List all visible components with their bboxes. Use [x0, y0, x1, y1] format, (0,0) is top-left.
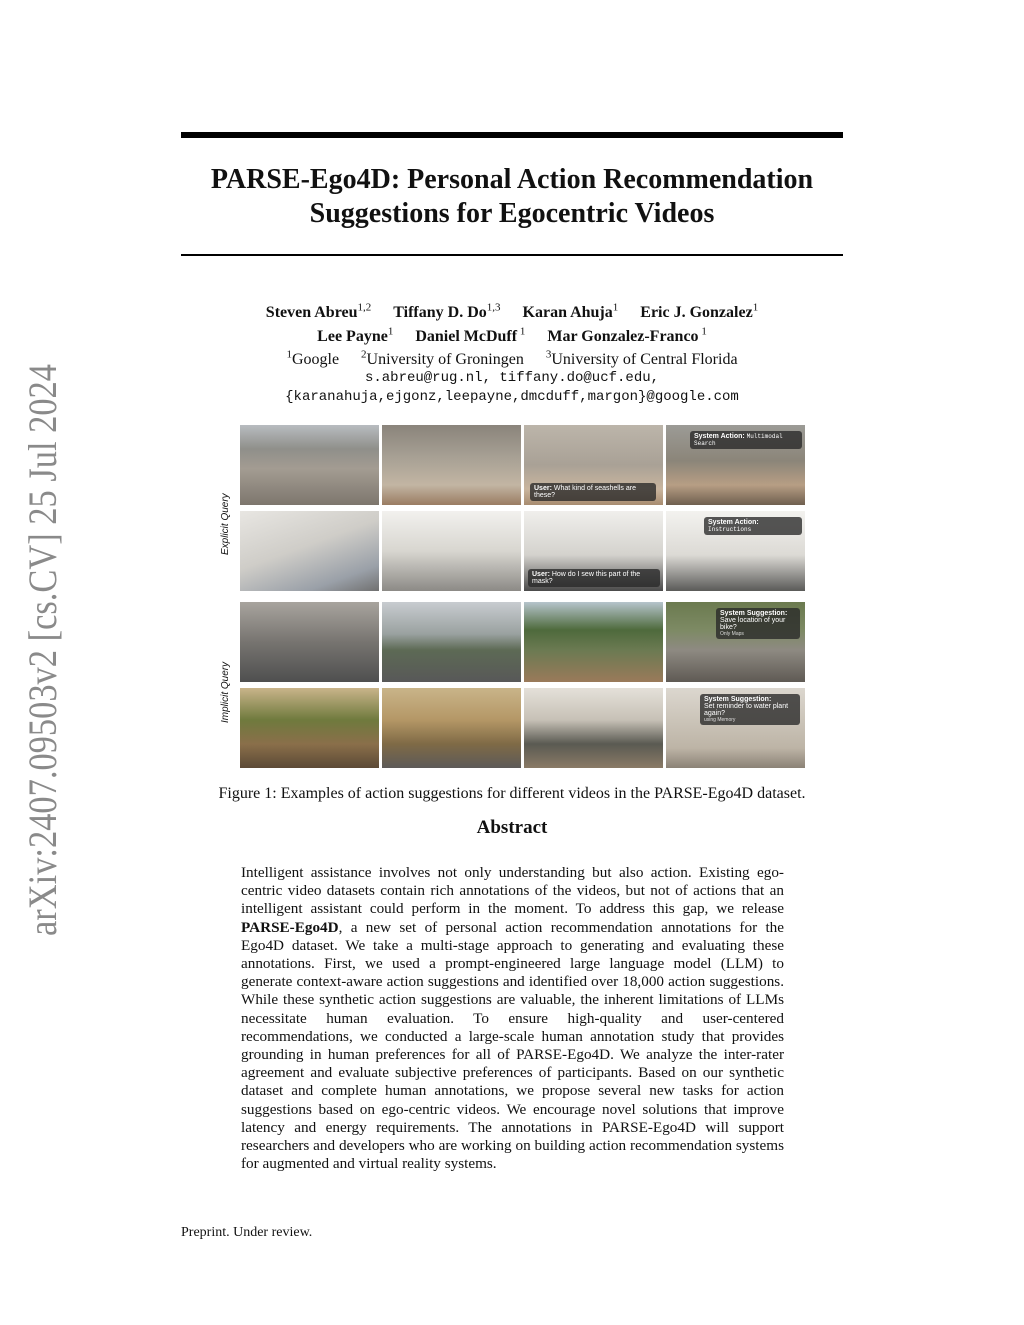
affiliation: $^2$University of Groningen	[361, 348, 524, 368]
video-frame-bike-1	[240, 602, 379, 682]
video-frame-plant-1	[240, 688, 379, 768]
abstract-text-1: Intelligent assistance involves not only understanding but also action. Existing ego-centric video datasets contain rich annotations of the videos, but not of actions that an intelligent assistant could perform in the moment. To address this gap, we release	[241, 864, 784, 918]
author: Tiffany D. Do$^{1,3}$	[393, 302, 501, 322]
figure-caption: Figure 1: Examples of action suggestions for different videos in the PARSE-Ego4D dataset.	[218, 785, 806, 802]
author: Mar Gonzalez-Franco $^1$	[547, 325, 707, 345]
title-line-2: Suggestions for Egocentric Videos	[309, 198, 715, 229]
video-frame-plant-3	[524, 688, 663, 768]
emails-line-1: s.abreu@rug.nl, tiffany.do@ucf.edu,	[364, 369, 660, 386]
video-frame-beach-1	[240, 425, 379, 505]
footer-note: Preprint. Under review.	[181, 1225, 313, 1240]
abstract-heading: Abstract	[476, 817, 548, 838]
video-frame-beach-2	[382, 425, 521, 505]
title-line-1: PARSE-Ego4D: Personal Action Recommendation	[210, 164, 814, 195]
author: Lee Payne$^1$	[317, 325, 394, 345]
abstract-body	[241, 864, 784, 1173]
figure-1	[218, 425, 808, 770]
author-line-2	[181, 322, 843, 345]
affiliation: $^3$University of Central Florida	[545, 348, 738, 368]
video-frame-beach-3: User: What kind of seashells are these?	[524, 425, 663, 505]
video-frame-plant-2	[382, 688, 521, 768]
emails-line-2: {karanahuja,ejgonz,leepayne,dmcduff,margon}@google.com	[285, 388, 739, 405]
author: Daniel McDuff $^1$	[415, 325, 526, 345]
title-top-rule	[181, 132, 843, 138]
title-bottom-rule	[181, 254, 843, 256]
author: Karan Ahuja$^1$	[522, 302, 619, 322]
affiliations	[181, 346, 843, 369]
video-frame-beach-4: System Action: Multimodal Search	[666, 425, 805, 505]
author-line-1	[181, 299, 843, 322]
author: Steven Abreu$^{1,2}$	[265, 302, 372, 322]
author: Eric J. Gonzalez$^1$	[640, 302, 759, 322]
arxiv-id: arXiv:2407.09503v2 [cs.CV] 25 Jul 2024	[20, 362, 64, 936]
arxiv-stamp	[8, 362, 64, 936]
video-frame-plant-4: System Suggestion: Set reminder to water plant again? using Memory	[666, 688, 805, 768]
affiliation: $^1$Google	[286, 348, 340, 368]
video-frame-sewing-2	[382, 511, 521, 591]
video-frame-bike-3	[524, 602, 663, 682]
row-label-explicit: Explicit Query	[220, 493, 231, 555]
row-label-implicit: Implicit Query	[220, 661, 231, 723]
video-frame-sewing-1	[240, 511, 379, 591]
abstract-dataset-name: PARSE-Ego4D	[241, 918, 339, 936]
author-block	[181, 299, 843, 407]
video-frame-bike-4: System Suggestion: Save location of your bike? Only Maps	[666, 602, 805, 682]
video-frame-bike-2	[382, 602, 521, 682]
video-frame-sewing-3: User: How do I sew this part of the mask?	[524, 511, 663, 591]
video-frame-sewing-4: System Action: Instructions	[666, 511, 805, 591]
paper-title	[181, 163, 843, 231]
abstract-text-2: , a new set of personal action recommendation annotations for the Ego4D dataset. We take a multi-stage approach to generating and evaluating these annotations. First, we used a prompt-engineered large language model (LLM) to generate context-aware action suggestions and identified over 18,000 action suggestions. While these synthetic action suggestions are valuable, the inherent limitations of LLMs necessitate human evaluation. To ensure high-quality and user-centered recommendations, we conducted a large-scale human annotation study that provides grounding in human preferences for all of PARSE-Ego4D. We analyze the inter-rater agreement and evaluate subjective preferences of participants. Based on our synthetic dataset and complete human annotations, we propose several new tasks for action suggestions based on ego-centric videos. We encourage novel solutions that improve latency and energy requirements. The annotations in PARSE-Ego4D will support researchers and developers who are working on building action recommendation systems for augmented and virtual reality systems.	[241, 918, 784, 1173]
